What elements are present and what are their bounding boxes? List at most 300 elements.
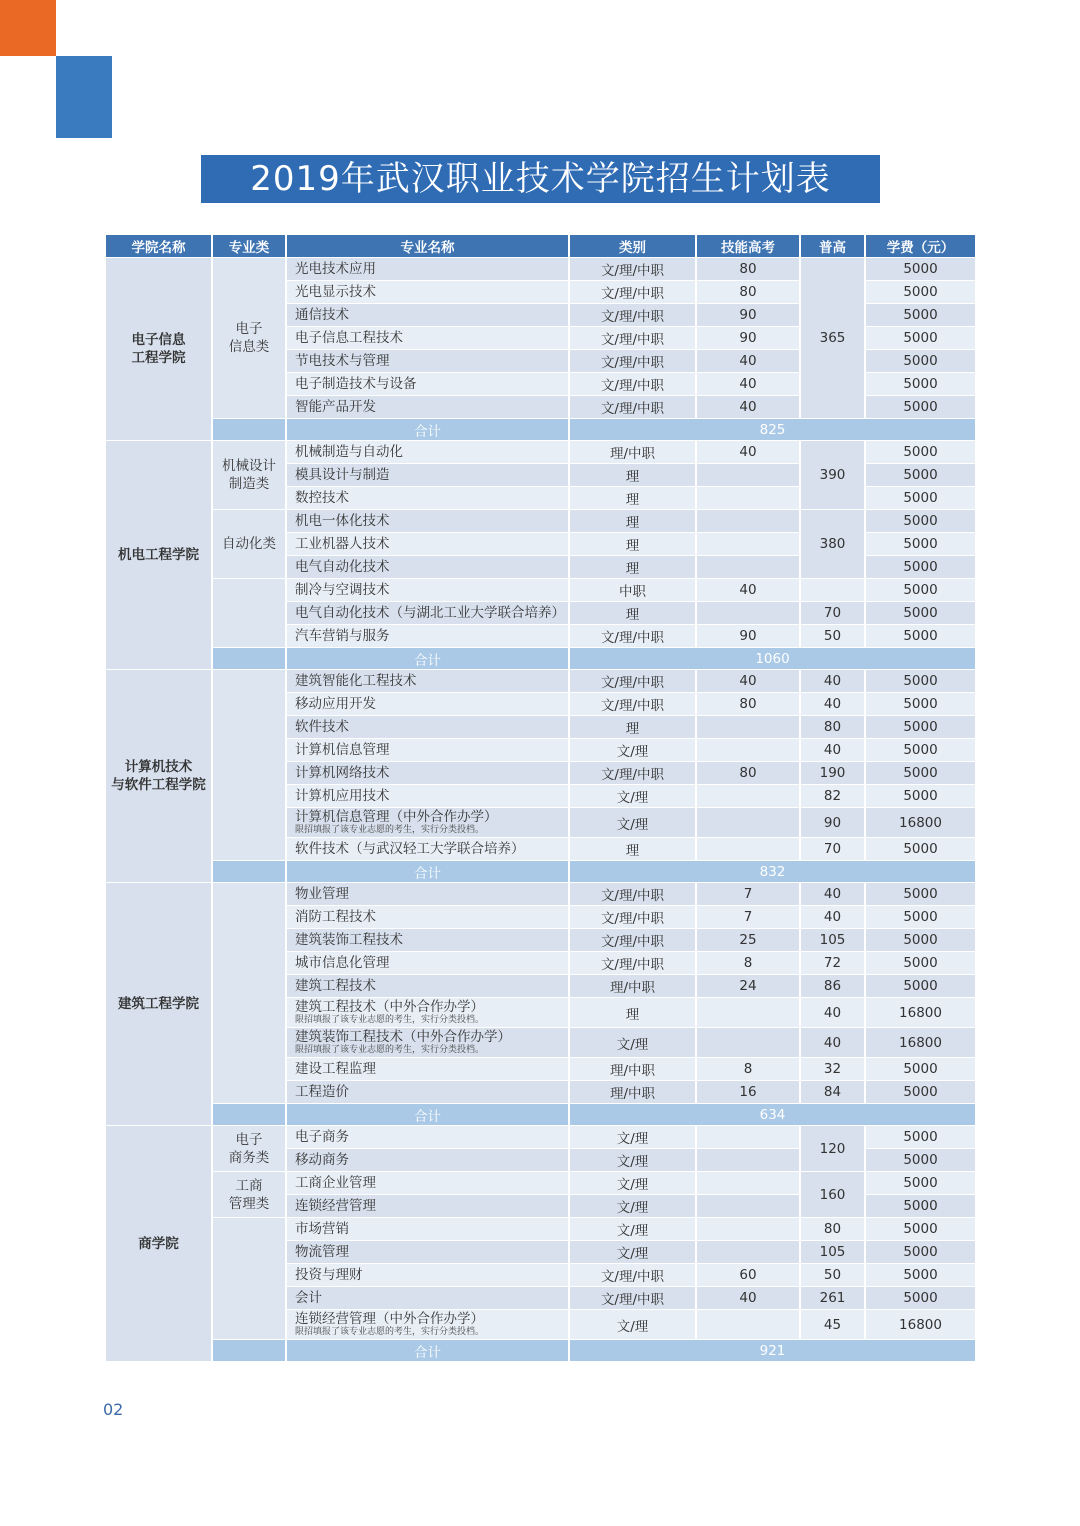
tuition-cell: 5000 <box>866 258 975 280</box>
skill-exam-cell <box>697 716 799 738</box>
major-name: 建设工程监理 <box>295 1060 376 1077</box>
table-row <box>106 1126 975 1148</box>
major-name-cell <box>287 785 568 807</box>
category-cell: 文/理/中职 <box>570 952 695 974</box>
major-name: 光电技术应用 <box>295 260 376 277</box>
orange-corner-block <box>0 0 56 56</box>
skill-exam-cell: 60 <box>697 1264 799 1286</box>
major-name: 电气自动化技术 <box>295 558 390 575</box>
general-exam-cell <box>801 579 864 601</box>
major-name: 汽车营销与服务 <box>295 627 390 644</box>
category-cell: 文/理/中职 <box>570 281 695 303</box>
major-name: 移动商务 <box>295 1151 349 1168</box>
table-row <box>106 1172 975 1194</box>
major-name: 软件技术（与武汉轻工大学联合培养） <box>295 840 525 857</box>
general-exam-cell: 261 <box>801 1287 864 1309</box>
tuition-cell: 5000 <box>866 396 975 418</box>
skill-exam-cell: 80 <box>697 281 799 303</box>
category-cell: 文/理/中职 <box>570 1287 695 1309</box>
total-value-cell: 825 <box>570 419 975 440</box>
tuition-cell: 5000 <box>866 579 975 601</box>
major-name-cell <box>287 975 568 997</box>
skill-exam-cell: 25 <box>697 929 799 951</box>
total-empty-cell <box>213 1104 285 1125</box>
table-row <box>106 670 975 692</box>
college-name-cell: 计算机技术 与软件工程学院 <box>106 670 211 882</box>
enrollment-plan-table <box>104 234 977 1362</box>
tuition-cell: 5000 <box>866 716 975 738</box>
category-cell: 文/理 <box>570 1195 695 1217</box>
major-name: 通信技术 <box>295 306 349 323</box>
general-exam-cell: 40 <box>801 670 864 692</box>
tuition-cell: 5000 <box>866 602 975 624</box>
total-label-cell: 合计 <box>287 419 568 440</box>
major-name-cell <box>287 602 568 624</box>
skill-exam-cell <box>697 1149 799 1171</box>
general-exam-cell: 365 <box>801 258 864 418</box>
major-name-cell <box>287 327 568 349</box>
general-exam-cell: 82 <box>801 785 864 807</box>
major-name-cell <box>287 510 568 532</box>
major-name-cell <box>287 625 568 647</box>
major-name: 消防工程技术 <box>295 908 376 925</box>
category-cell: 文/理 <box>570 739 695 761</box>
category-cell: 文/理 <box>570 1126 695 1148</box>
tuition-cell: 5000 <box>866 1241 975 1263</box>
total-label-cell: 合计 <box>287 1104 568 1125</box>
major-name-cell <box>287 808 568 837</box>
skill-exam-cell <box>697 1310 799 1339</box>
category-cell: 理/中职 <box>570 1058 695 1080</box>
tuition-cell: 5000 <box>866 1081 975 1103</box>
tuition-cell: 5000 <box>866 464 975 486</box>
skill-exam-cell: 90 <box>697 304 799 326</box>
major-name: 城市信息化管理 <box>295 954 390 971</box>
college-name-cell: 电子信息 工程学院 <box>106 258 211 440</box>
skill-exam-cell <box>697 464 799 486</box>
major-name: 机械制造与自动化 <box>295 443 403 460</box>
major-name-cell <box>287 929 568 951</box>
major-name: 智能产品开发 <box>295 398 376 415</box>
category-cell: 文/理 <box>570 1241 695 1263</box>
header-college: 学院名称 <box>106 235 211 257</box>
general-exam-cell: 160 <box>801 1172 864 1217</box>
general-exam-cell: 72 <box>801 952 864 974</box>
total-label-cell: 合计 <box>287 648 568 669</box>
total-label-cell: 合计 <box>287 861 568 882</box>
college-name-cell: 机电工程学院 <box>106 441 211 669</box>
skill-exam-cell <box>697 602 799 624</box>
total-value-cell: 832 <box>570 861 975 882</box>
total-row <box>106 1340 975 1361</box>
general-exam-cell: 390 <box>801 441 864 509</box>
major-name: 电气自动化技术（与湖北工业大学联合培养） <box>295 604 565 621</box>
tuition-cell: 5000 <box>866 1218 975 1240</box>
major-name: 物流管理 <box>295 1243 349 1260</box>
header-major-type: 专业类 <box>213 235 285 257</box>
category-cell: 理 <box>570 602 695 624</box>
category-cell: 文/理/中职 <box>570 258 695 280</box>
major-note: 限招填报了该专业志愿的考生，实行分类投档。 <box>295 1326 485 1337</box>
tuition-cell: 5000 <box>866 304 975 326</box>
tuition-cell: 5000 <box>866 373 975 395</box>
tuition-cell: 5000 <box>866 785 975 807</box>
major-name: 模具设计与制造 <box>295 466 390 483</box>
category-cell: 文/理/中职 <box>570 373 695 395</box>
major-name-cell <box>287 373 568 395</box>
skill-exam-cell: 24 <box>697 975 799 997</box>
major-name: 移动应用开发 <box>295 695 376 712</box>
tuition-cell: 5000 <box>866 625 975 647</box>
category-cell: 文/理 <box>570 1149 695 1171</box>
skill-exam-cell: 40 <box>697 670 799 692</box>
total-empty-cell <box>213 648 285 669</box>
tuition-cell: 5000 <box>866 762 975 784</box>
total-value-cell: 1060 <box>570 648 975 669</box>
college-name-cell: 建筑工程学院 <box>106 883 211 1125</box>
tuition-cell: 5000 <box>866 952 975 974</box>
major-name-cell <box>287 487 568 509</box>
category-cell: 理 <box>570 716 695 738</box>
major-type-cell <box>213 1218 285 1339</box>
major-note: 限招填报了该专业志愿的考生，实行分类投档。 <box>295 1044 485 1055</box>
skill-exam-cell: 7 <box>697 906 799 928</box>
major-name: 节电技术与管理 <box>295 352 390 369</box>
major-type-cell <box>213 670 285 860</box>
total-empty-cell <box>213 861 285 882</box>
category-cell: 文/理 <box>570 1028 695 1057</box>
skill-exam-cell: 80 <box>697 693 799 715</box>
tuition-cell: 5000 <box>866 327 975 349</box>
category-cell: 理 <box>570 533 695 555</box>
major-name-cell <box>287 1195 568 1217</box>
major-name-cell <box>287 670 568 692</box>
major-name: 连锁经营管理（中外合作办学） <box>295 1310 484 1327</box>
major-name-cell <box>287 350 568 372</box>
total-value-cell: 921 <box>570 1340 975 1361</box>
header-tuition: 学费（元） <box>866 235 975 257</box>
major-name-cell <box>287 762 568 784</box>
major-name: 建筑装饰工程技术（中外合作办学） <box>295 1028 511 1045</box>
skill-exam-cell <box>697 487 799 509</box>
major-name-cell <box>287 556 568 578</box>
tuition-cell: 5000 <box>866 1172 975 1194</box>
major-name: 制冷与空调技术 <box>295 581 390 598</box>
tuition-cell: 16800 <box>866 1310 975 1339</box>
category-cell: 文/理 <box>570 1218 695 1240</box>
general-exam-cell: 190 <box>801 762 864 784</box>
category-cell: 文/理/中职 <box>570 304 695 326</box>
tuition-cell: 5000 <box>866 975 975 997</box>
tuition-cell: 5000 <box>866 533 975 555</box>
major-name-cell <box>287 1149 568 1171</box>
skill-exam-cell: 40 <box>697 350 799 372</box>
header-skill-exam: 技能高考 <box>697 235 799 257</box>
major-type-cell <box>213 579 285 647</box>
header-general-exam: 普高 <box>801 235 864 257</box>
major-name-cell <box>287 396 568 418</box>
general-exam-cell: 40 <box>801 906 864 928</box>
tuition-cell: 5000 <box>866 906 975 928</box>
tuition-cell: 5000 <box>866 1195 975 1217</box>
category-cell: 中职 <box>570 579 695 601</box>
total-label-cell: 合计 <box>287 1340 568 1361</box>
category-cell: 文/理 <box>570 785 695 807</box>
skill-exam-cell <box>697 1195 799 1217</box>
skill-exam-cell: 90 <box>697 327 799 349</box>
major-type-cell: 工商 管理类 <box>213 1172 285 1217</box>
major-name: 工业机器人技术 <box>295 535 390 552</box>
table-row <box>106 579 975 601</box>
major-name: 建筑工程技术 <box>295 977 376 994</box>
general-exam-cell: 45 <box>801 1310 864 1339</box>
major-name: 市场营销 <box>295 1220 349 1237</box>
major-type-cell: 机械设计 制造类 <box>213 441 285 509</box>
tuition-cell: 16800 <box>866 1028 975 1057</box>
table-body <box>106 258 975 1361</box>
category-cell: 文/理/中职 <box>570 693 695 715</box>
category-cell: 文/理/中职 <box>570 670 695 692</box>
general-exam-cell: 105 <box>801 1241 864 1263</box>
category-cell: 文/理 <box>570 1172 695 1194</box>
major-type-cell: 自动化类 <box>213 510 285 578</box>
tuition-cell: 5000 <box>866 693 975 715</box>
general-exam-cell: 70 <box>801 838 864 860</box>
category-cell: 理 <box>570 487 695 509</box>
major-name-cell <box>287 579 568 601</box>
skill-exam-cell: 80 <box>697 258 799 280</box>
major-note: 限招填报了该专业志愿的考生，实行分类投档。 <box>295 1014 485 1025</box>
skill-exam-cell: 7 <box>697 883 799 905</box>
major-name: 建筑工程技术（中外合作办学） <box>295 998 484 1015</box>
general-exam-cell: 84 <box>801 1081 864 1103</box>
major-note: 限招填报了该专业志愿的考生，实行分类投档。 <box>295 824 485 835</box>
general-exam-cell: 40 <box>801 883 864 905</box>
major-name-cell <box>287 1081 568 1103</box>
general-exam-cell: 80 <box>801 716 864 738</box>
total-row <box>106 419 975 440</box>
general-exam-cell: 32 <box>801 1058 864 1080</box>
total-value-cell: 634 <box>570 1104 975 1125</box>
category-cell: 理 <box>570 510 695 532</box>
tuition-cell: 5000 <box>866 350 975 372</box>
table-row <box>106 883 975 905</box>
skill-exam-cell <box>697 533 799 555</box>
skill-exam-cell: 40 <box>697 579 799 601</box>
table-row <box>106 441 975 463</box>
major-name: 会计 <box>295 1289 322 1306</box>
tuition-cell: 5000 <box>866 1264 975 1286</box>
category-cell: 文/理/中职 <box>570 350 695 372</box>
category-cell: 理/中职 <box>570 1081 695 1103</box>
skill-exam-cell <box>697 1218 799 1240</box>
skill-exam-cell <box>697 808 799 837</box>
skill-exam-cell <box>697 739 799 761</box>
general-exam-cell: 40 <box>801 1028 864 1057</box>
major-name: 电子信息工程技术 <box>295 329 403 346</box>
category-cell: 文/理/中职 <box>570 762 695 784</box>
table-row <box>106 510 975 532</box>
table-row <box>106 258 975 280</box>
total-row <box>106 1104 975 1125</box>
general-exam-cell: 70 <box>801 602 864 624</box>
major-name-cell <box>287 258 568 280</box>
major-name: 物业管理 <box>295 885 349 902</box>
category-cell: 文/理/中职 <box>570 1264 695 1286</box>
total-row <box>106 861 975 882</box>
tuition-cell: 5000 <box>866 1287 975 1309</box>
major-name-cell <box>287 1172 568 1194</box>
category-cell: 文/理 <box>570 808 695 837</box>
tuition-cell: 5000 <box>866 929 975 951</box>
tuition-cell: 5000 <box>866 281 975 303</box>
major-name: 投资与理财 <box>295 1266 363 1283</box>
category-cell: 文/理 <box>570 1310 695 1339</box>
general-exam-cell: 105 <box>801 929 864 951</box>
skill-exam-cell: 40 <box>697 441 799 463</box>
table-header-row <box>106 235 975 257</box>
skill-exam-cell <box>697 1172 799 1194</box>
major-name-cell <box>287 906 568 928</box>
tuition-cell: 5000 <box>866 883 975 905</box>
skill-exam-cell: 90 <box>697 625 799 647</box>
major-name-cell <box>287 533 568 555</box>
major-name: 计算机应用技术 <box>295 787 390 804</box>
tuition-cell: 5000 <box>866 1126 975 1148</box>
major-name-cell <box>287 716 568 738</box>
general-exam-cell: 40 <box>801 693 864 715</box>
skill-exam-cell <box>697 1028 799 1057</box>
major-name-cell <box>287 1264 568 1286</box>
major-type-cell: 电子 信息类 <box>213 258 285 418</box>
skill-exam-cell <box>697 838 799 860</box>
general-exam-cell: 50 <box>801 1264 864 1286</box>
major-name-cell <box>287 304 568 326</box>
major-name-cell <box>287 1241 568 1263</box>
total-empty-cell <box>213 1340 285 1361</box>
general-exam-cell: 40 <box>801 739 864 761</box>
category-cell: 文/理/中职 <box>570 929 695 951</box>
general-exam-cell: 50 <box>801 625 864 647</box>
page-title: 2019年武汉职业技术学院招生计划表 <box>201 155 880 203</box>
general-exam-cell: 40 <box>801 998 864 1027</box>
major-name: 计算机信息管理（中外合作办学） <box>295 808 498 825</box>
category-cell: 理/中职 <box>570 975 695 997</box>
table-row <box>106 1218 975 1240</box>
major-name: 数控技术 <box>295 489 349 506</box>
major-name: 连锁经营管理 <box>295 1197 376 1214</box>
tuition-cell: 5000 <box>866 441 975 463</box>
skill-exam-cell: 16 <box>697 1081 799 1103</box>
tuition-cell: 16800 <box>866 808 975 837</box>
skill-exam-cell: 40 <box>697 396 799 418</box>
major-name: 电子商务 <box>295 1128 349 1145</box>
major-name-cell <box>287 1310 568 1339</box>
major-name-cell <box>287 1287 568 1309</box>
tuition-cell: 16800 <box>866 998 975 1027</box>
major-name: 机电一体化技术 <box>295 512 390 529</box>
skill-exam-cell: 8 <box>697 952 799 974</box>
tuition-cell: 5000 <box>866 670 975 692</box>
header-major-name: 专业名称 <box>287 235 568 257</box>
category-cell: 理 <box>570 464 695 486</box>
major-type-cell: 电子 商务类 <box>213 1126 285 1171</box>
skill-exam-cell <box>697 510 799 532</box>
skill-exam-cell: 8 <box>697 1058 799 1080</box>
major-name-cell <box>287 1028 568 1057</box>
major-name-cell <box>287 1126 568 1148</box>
tuition-cell: 5000 <box>866 1058 975 1080</box>
major-name-cell <box>287 838 568 860</box>
major-name-cell <box>287 1218 568 1240</box>
tuition-cell: 5000 <box>866 1149 975 1171</box>
major-name-cell <box>287 998 568 1027</box>
major-name-cell <box>287 464 568 486</box>
major-name: 计算机网络技术 <box>295 764 390 781</box>
major-name-cell <box>287 1058 568 1080</box>
category-cell: 理 <box>570 838 695 860</box>
major-name-cell <box>287 952 568 974</box>
total-row <box>106 648 975 669</box>
tuition-cell: 5000 <box>866 838 975 860</box>
category-cell: 文/理/中职 <box>570 327 695 349</box>
general-exam-cell: 120 <box>801 1126 864 1171</box>
header-category: 类别 <box>570 235 695 257</box>
major-name: 建筑智能化工程技术 <box>295 672 417 689</box>
tuition-cell: 5000 <box>866 556 975 578</box>
general-exam-cell: 80 <box>801 1218 864 1240</box>
major-name-cell <box>287 883 568 905</box>
category-cell: 文/理/中职 <box>570 883 695 905</box>
skill-exam-cell <box>697 556 799 578</box>
major-type-cell <box>213 883 285 1103</box>
skill-exam-cell <box>697 998 799 1027</box>
skill-exam-cell <box>697 1126 799 1148</box>
major-name: 计算机信息管理 <box>295 741 390 758</box>
category-cell: 理/中职 <box>570 441 695 463</box>
major-name-cell <box>287 281 568 303</box>
category-cell: 文/理/中职 <box>570 625 695 647</box>
tuition-cell: 5000 <box>866 487 975 509</box>
blue-corner-block <box>56 56 112 138</box>
major-name-cell <box>287 441 568 463</box>
category-cell: 文/理/中职 <box>570 396 695 418</box>
major-name-cell <box>287 693 568 715</box>
skill-exam-cell <box>697 1241 799 1263</box>
category-cell: 理 <box>570 556 695 578</box>
skill-exam-cell: 80 <box>697 762 799 784</box>
skill-exam-cell <box>697 785 799 807</box>
skill-exam-cell: 40 <box>697 373 799 395</box>
tuition-cell: 5000 <box>866 739 975 761</box>
major-name: 工商企业管理 <box>295 1174 376 1191</box>
skill-exam-cell: 40 <box>697 1287 799 1309</box>
major-name: 建筑装饰工程技术 <box>295 931 403 948</box>
page-number: 02 <box>103 1400 124 1419</box>
category-cell: 文/理/中职 <box>570 906 695 928</box>
general-exam-cell: 86 <box>801 975 864 997</box>
major-name: 工程造价 <box>295 1083 349 1100</box>
major-name: 光电显示技术 <box>295 283 376 300</box>
college-name-cell: 商学院 <box>106 1126 211 1361</box>
tuition-cell: 5000 <box>866 510 975 532</box>
total-empty-cell <box>213 419 285 440</box>
general-exam-cell: 380 <box>801 510 864 578</box>
category-cell: 理 <box>570 998 695 1027</box>
major-name-cell <box>287 739 568 761</box>
major-name: 软件技术 <box>295 718 349 735</box>
general-exam-cell: 90 <box>801 808 864 837</box>
